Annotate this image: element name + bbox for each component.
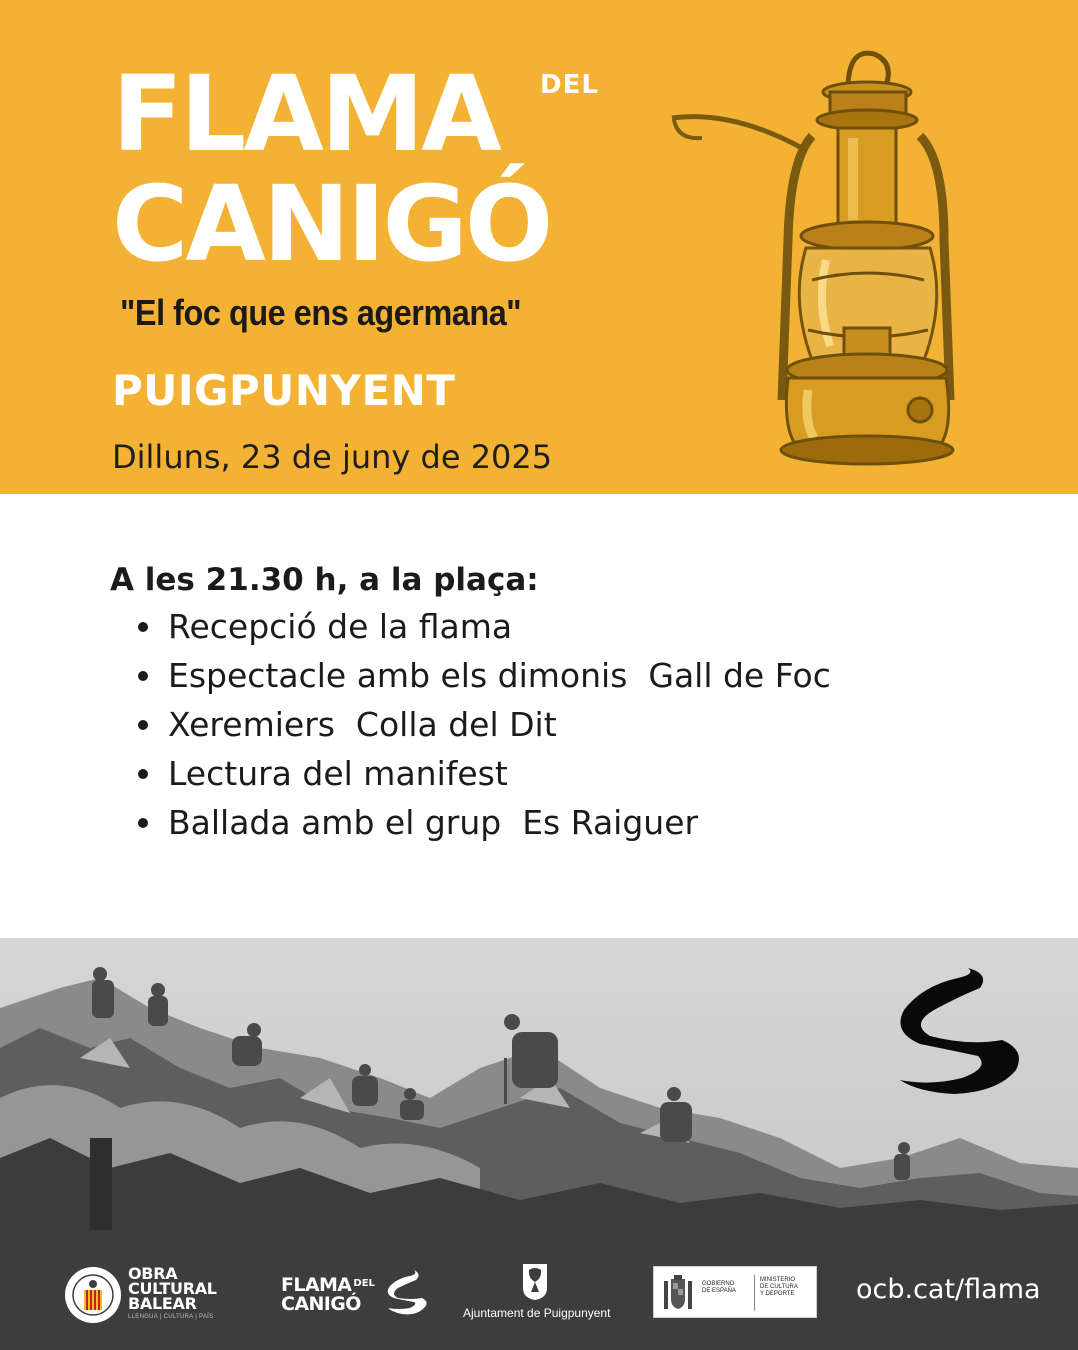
event-date: Dilluns, 23 de juny de 2025	[112, 438, 553, 476]
flame-s-small-icon	[384, 1268, 432, 1316]
gobierno-line1: GOBIERNO	[702, 1281, 735, 1287]
program-list	[138, 602, 1010, 847]
ocb-line2: CULTURAL	[128, 1279, 217, 1298]
list-item	[138, 651, 1010, 700]
bullet-icon	[138, 818, 148, 828]
ministerio-line2: DE CULTURA	[760, 1284, 798, 1290]
gobierno-line2: DE ESPAÑA	[702, 1288, 736, 1294]
bullet-icon	[138, 671, 148, 681]
program-heading: A les 21.30 h, a la plaça:	[110, 562, 539, 598]
ajuntament-crest-icon	[520, 1262, 550, 1302]
program-section	[110, 558, 1010, 847]
program-item-text: Ballada amb el grup Es Raiguer	[168, 803, 699, 842]
gobierno-text	[702, 1281, 736, 1295]
list-item	[138, 798, 1010, 847]
gobierno-logo	[653, 1266, 817, 1318]
ocb-line3: BALEAR	[128, 1294, 197, 1313]
flama-small-del: DEL	[353, 1278, 375, 1289]
lantern-illustration	[662, 40, 962, 480]
ocb-line1: OBRA	[128, 1264, 178, 1283]
program-item-text: Lectura del manifest	[168, 754, 508, 793]
title-del: DEL	[540, 70, 599, 100]
bullet-icon	[138, 720, 148, 730]
ocb-tagline: LLENGUA | CULTURA | PAÍS	[128, 1314, 214, 1320]
title-flama: FLAMA	[112, 53, 499, 175]
town-name: PUIGPUNYENT	[112, 366, 456, 415]
program-item-text: Xeremiers Colla del Dit	[168, 705, 557, 744]
header-banner	[0, 0, 1078, 494]
program-item-text: Recepció de la flama	[168, 607, 513, 646]
slogan: "El foc que ens agermana"	[120, 292, 522, 333]
gobierno-divider	[754, 1275, 755, 1311]
program-item-text: Espectacle amb els dimonis Gall de Foc	[168, 656, 831, 695]
ajuntament-name: Ajuntament de Puigpunyent	[463, 1306, 611, 1320]
ministerio-line1: MINISTERIO	[760, 1277, 796, 1283]
title-canigo: CANIGÓ	[112, 163, 551, 285]
list-item	[138, 602, 1010, 651]
footer-logos	[0, 1230, 1078, 1350]
bullet-icon	[138, 622, 148, 632]
flama-small-line2: CANIGÓ	[281, 1293, 361, 1315]
ministerio-text	[760, 1277, 798, 1298]
ministerio-line3: Y DEPORTE	[760, 1291, 795, 1297]
spain-crest-icon	[662, 1273, 694, 1313]
bullet-icon	[138, 769, 148, 779]
flama-small-line1: FLAMA	[281, 1274, 352, 1296]
list-item	[138, 700, 1010, 749]
flama-small-logo	[281, 1274, 375, 1314]
ocb-name	[128, 1266, 217, 1311]
ocb-seal-icon	[64, 1266, 122, 1324]
list-item	[138, 749, 1010, 798]
mountain-rocks-illustration	[0, 938, 1078, 1230]
website-url[interactable]: ocb.cat/flama	[856, 1274, 1041, 1305]
hikers-photo	[0, 938, 1078, 1230]
